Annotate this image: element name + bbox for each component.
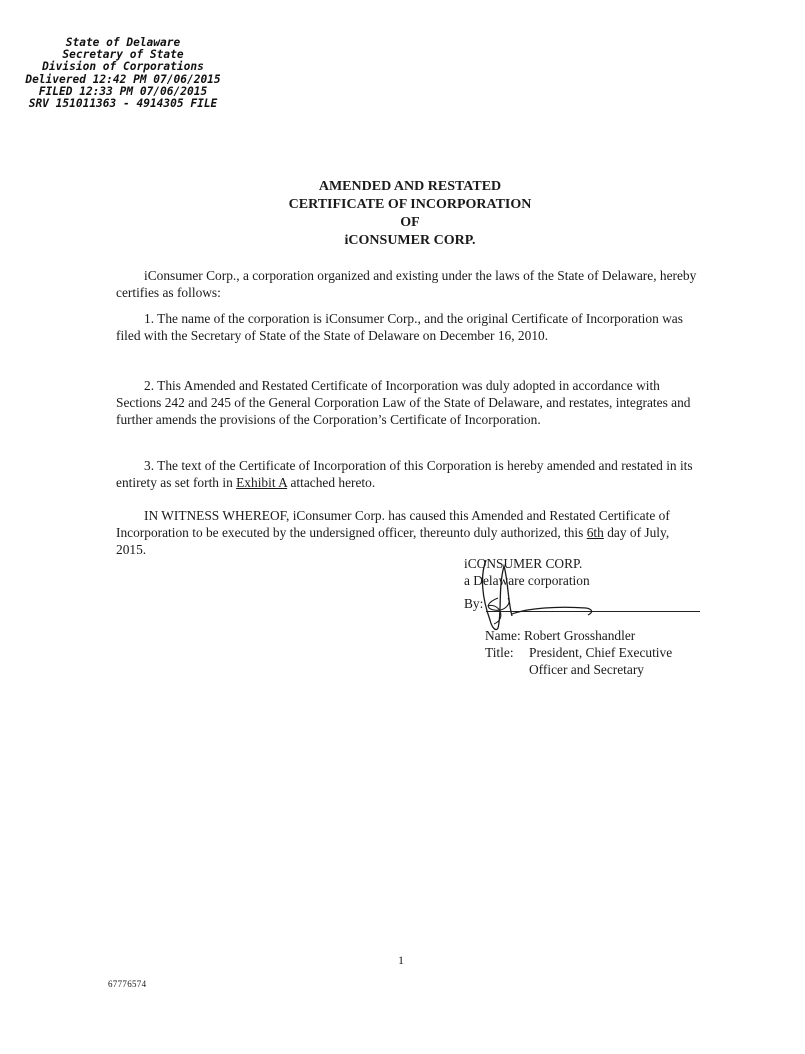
witness-day: 6th bbox=[586, 524, 604, 540]
stamp-line-srv: SRV 151011363 - 4914305 FILE bbox=[28, 97, 218, 111]
paragraph-3-tail: attached hereto. bbox=[287, 474, 376, 490]
signatory-name: Name: Robert Grosshandler bbox=[485, 628, 636, 643]
title-line-1: AMENDED AND RESTATED bbox=[318, 179, 502, 194]
filing-stamp bbox=[16, 37, 230, 110]
exhibit-a-reference: Exhibit A bbox=[236, 474, 288, 490]
witness-text: IN WITNESS WHEREOF, iConsumer Corp. has caused this Amended and Restated Certificate of Incorporation to be executed by the undersigned officer, thereunto duly authorized, this bbox=[116, 508, 670, 540]
stamp-line-filed: FILED 12:33 PM 07/06/2015 bbox=[38, 84, 208, 98]
witness-paragraph bbox=[116, 508, 702, 558]
paragraph-2: 2. This Amended and Restated Certificate of Incorporation was duly adopted in accordance with Sections 242 and 245 of the General Corporation Law of the State of Delaware, and restates, integrates and further amends the provisions of the Corporation’s Certificate of Incorporation. bbox=[116, 378, 691, 427]
by-label: By: bbox=[464, 596, 484, 611]
signatory-descriptor: a Delaware corporation bbox=[464, 573, 590, 588]
title-line-4: iCONSUMER CORP. bbox=[344, 233, 476, 248]
title-value-line-1: President, Chief Executive bbox=[529, 645, 673, 660]
title-line-2: CERTIFICATE OF INCORPORATION bbox=[288, 197, 532, 212]
paragraph-3 bbox=[116, 458, 702, 492]
stamp-line-delivered: Delivered 12:42 PM 07/06/2015 bbox=[25, 72, 221, 86]
signatory-title bbox=[485, 644, 672, 678]
title-value-line-2: Officer and Secretary bbox=[529, 662, 644, 677]
stamp-line-secretary: Secretary of State bbox=[62, 48, 184, 62]
witness-tail: day of July, 2015. bbox=[116, 524, 670, 557]
title-line-3: OF bbox=[400, 215, 420, 230]
page-number: 1 bbox=[398, 953, 404, 967]
intro-paragraph: iConsumer Corp., a corporation organized and existing under the laws of the State of Delaware, hereby certifies as follows: bbox=[116, 268, 697, 300]
signatory-company: iCONSUMER CORP. bbox=[464, 556, 583, 571]
stamp-line-state: State of Delaware bbox=[65, 36, 181, 49]
document-id: 67776574 bbox=[108, 979, 147, 989]
handwritten-signature bbox=[468, 558, 608, 638]
title-label: Title: bbox=[485, 645, 514, 660]
document-title bbox=[110, 178, 710, 250]
stamp-line-division: Division of Corporations bbox=[42, 60, 204, 74]
paragraph-1: 1. The name of the corporation is iConsumer Corp., and the original Certificate of Incorporation was filed with the Secretary of State of the State of Delaware on December 16, 2010. bbox=[116, 311, 683, 343]
paragraph-3-text: 3. The text of the Certificate of Incorporation of this Corporation is hereby amended and restated in its entirety as set forth in bbox=[116, 458, 693, 490]
